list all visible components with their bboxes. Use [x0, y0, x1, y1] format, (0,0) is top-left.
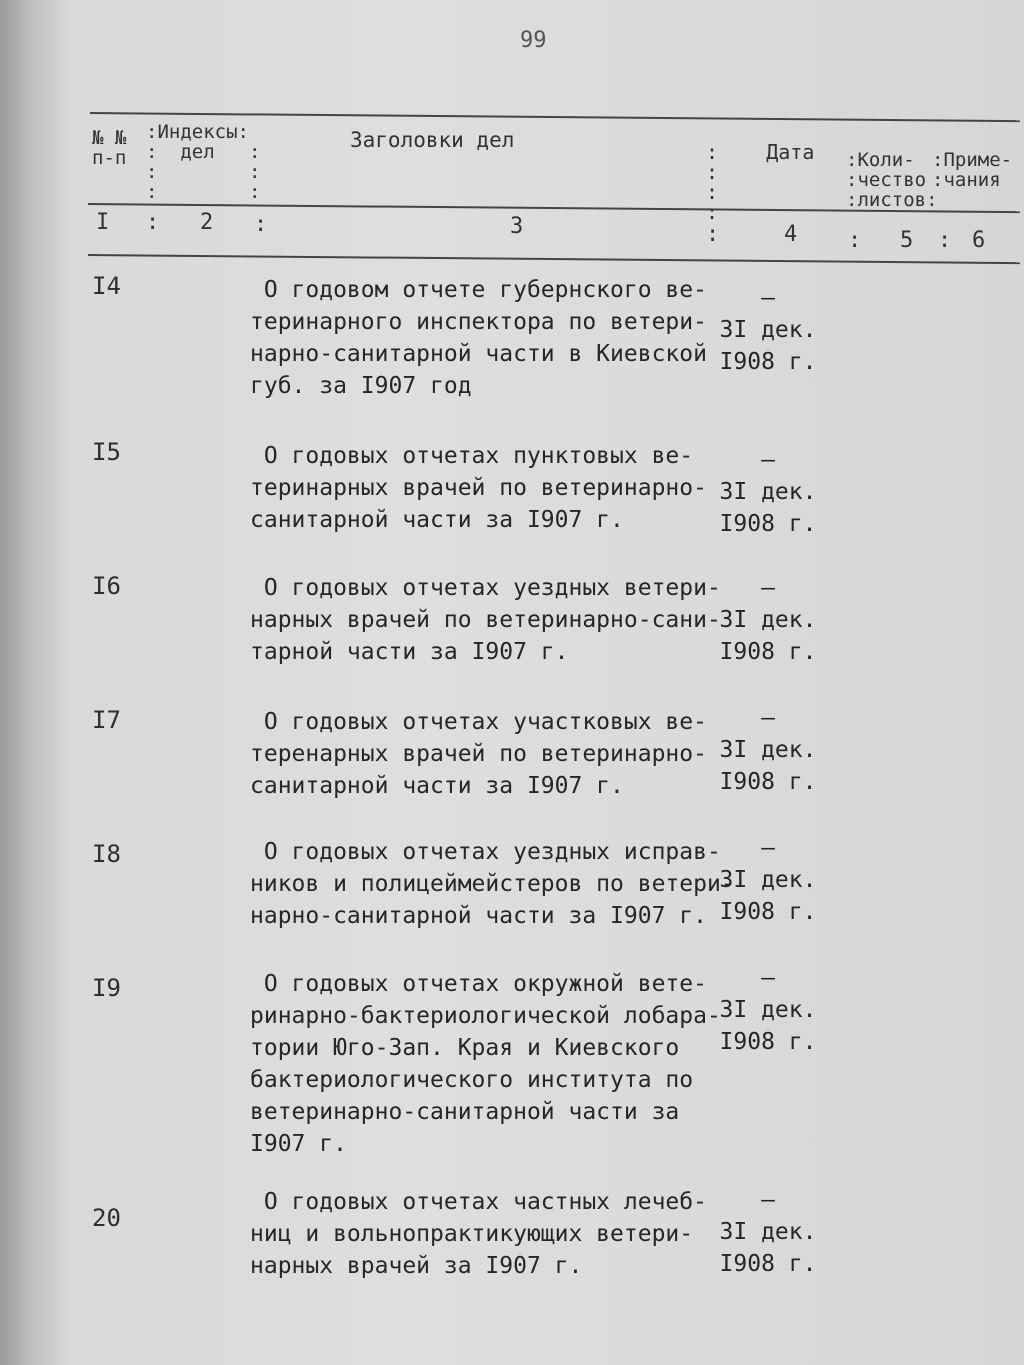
colnum-6: 6 [972, 228, 986, 253]
colnum-sep-2: : [254, 212, 268, 237]
colnum-sep-1: : [146, 210, 160, 235]
colnum-sep-4: : [848, 228, 862, 253]
row-number: I7 [92, 706, 121, 734]
row-date: – ЗI дек. I908 г. [719, 835, 817, 925]
row-date: – ЗI дек. I908 г. [719, 447, 817, 537]
header-col-date: : Дата : : : [706, 140, 815, 224]
header-bottom-rule [88, 254, 1020, 264]
row-number: I6 [92, 572, 121, 600]
row-number: 20 [92, 1204, 121, 1232]
colnum-3: 3 [510, 214, 524, 239]
row-date: – ЗI дек. I908 г. [719, 705, 817, 795]
row-title: О годовых отчетах частных лечеб- ниц и вольнопрактикующих ветери- нарных врачей за I907 г. [250, 1189, 707, 1279]
colnum-sep-3: : [706, 222, 720, 247]
row-title: О годовом отчете губернского ве- теринарного инспектора по ветери- нарно-санитарной части в Киевской губ. за I907 год [250, 277, 707, 399]
colnum-4: 4 [784, 222, 798, 247]
colnum-1: I [96, 210, 110, 235]
row-number: I5 [92, 438, 121, 466]
colnum-5: 5 [900, 228, 914, 253]
row-title: О годовых отчетах пунктовых ве- теринарных врачей по ветеринарно- санитарной части за I907 г. [250, 443, 707, 533]
row-number: I4 [92, 272, 121, 300]
row-number: I8 [92, 840, 121, 868]
row-date: – ЗI дек. I908 г. [719, 1187, 817, 1277]
row-date: – ЗI дек. I908 г. [719, 575, 817, 665]
colnum-sep-5: : [938, 228, 952, 253]
header-col-sheets: :Коли- :чество :листов: [846, 149, 938, 211]
row-title: О годовых отчетах уездных исправ- ников и полицеймейстеров по ветери- нарно-санитарной части за I907 г. [250, 839, 735, 929]
row-title: О годовых отчетах участковых ве- теренарных врачей по ветеринарно- санитарной части за I907 г. [250, 709, 707, 799]
row-title: О годовых отчетах уездных ветери- нарных врачей по ветеринарно-сани- тарной части за I907 г. [250, 575, 721, 665]
header-col-index: :Индексы: : дел : : : : : [146, 121, 261, 203]
row-number: I9 [92, 974, 121, 1002]
header-col-notes: :Приме- :чания [932, 149, 1013, 191]
row-title: О годовых отчетах окружной вете- ринарно-бактериологической лобара- тории Юго-Зап. Края и Киевского бактериологического института по ветеринарно-санитарной части за I907 г. [250, 971, 721, 1157]
header-col-number: № № п-п [92, 127, 127, 169]
row-date: – ЗI дек. I908 г. [719, 285, 817, 375]
header-col-titles: Заголовки дел [350, 128, 515, 152]
row-date: – ЗI дек. I908 г. [719, 965, 817, 1055]
colnum-2: 2 [200, 210, 214, 235]
page-number: 99 [520, 28, 547, 53]
